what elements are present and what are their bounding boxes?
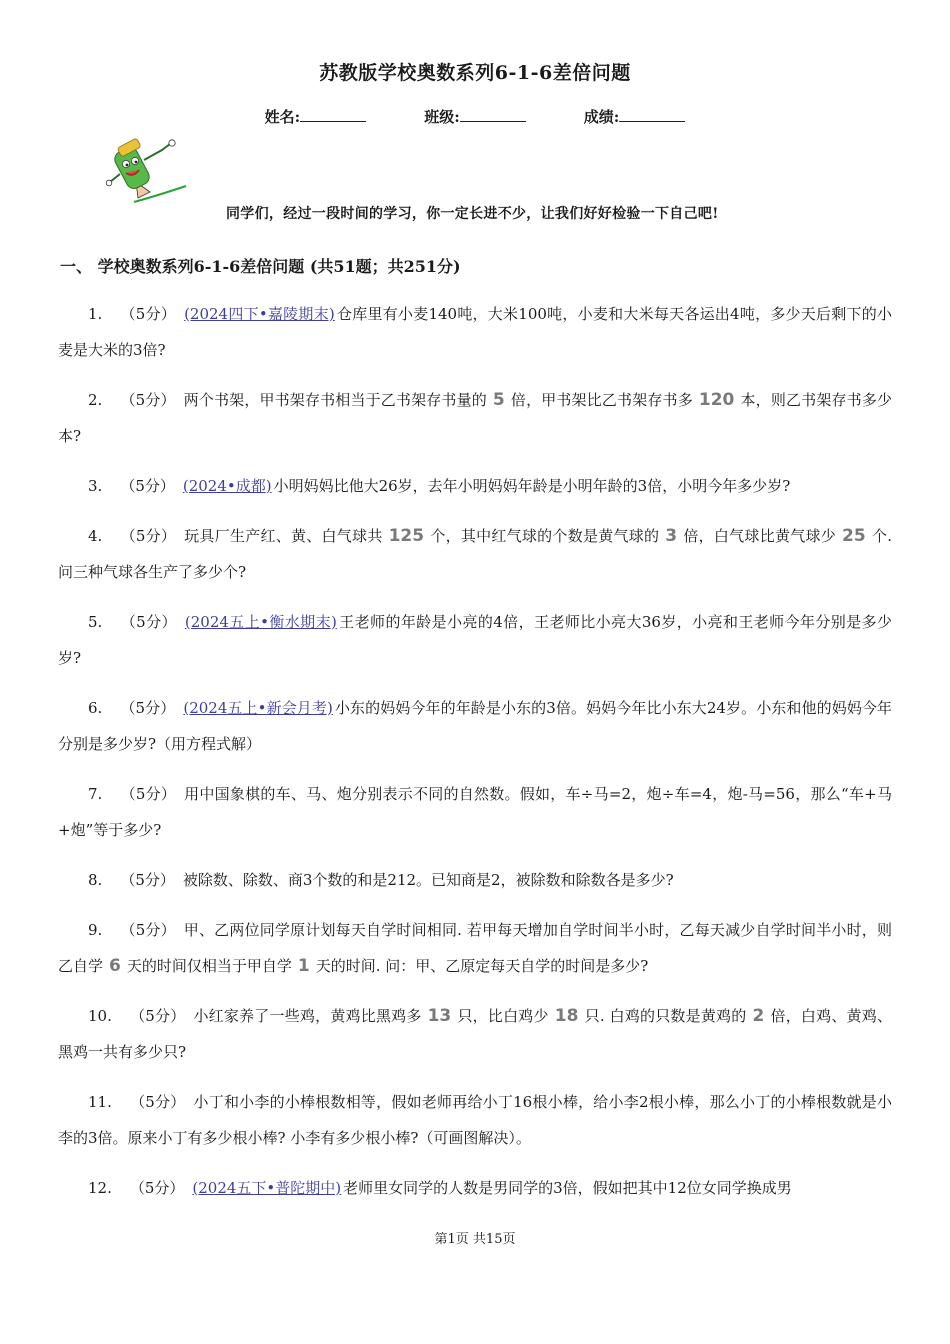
name-field[interactable]	[265, 106, 367, 127]
question-score: （5分）	[120, 613, 177, 631]
class-blank[interactable]	[460, 107, 526, 122]
question-number: 5.	[88, 613, 103, 631]
question-score: （5分）	[129, 1093, 186, 1111]
question-text: 天的时间. 问：甲、乙原定每天自学的时间是多少?	[315, 957, 649, 975]
question-score: （5分）	[120, 921, 176, 939]
question-source-link[interactable]: (2024五上•新会月考)	[183, 699, 333, 717]
class-label: 班级:	[424, 108, 460, 126]
class-field[interactable]	[424, 106, 526, 127]
score-field[interactable]	[584, 106, 686, 127]
question-item	[58, 468, 892, 504]
name-blank[interactable]	[300, 107, 366, 122]
question-score: （5分）	[120, 477, 175, 495]
question-item	[58, 296, 892, 368]
question-item	[58, 1084, 892, 1156]
question-source-link[interactable]: (2024四下•嘉陵期末)	[184, 305, 335, 323]
question-list	[58, 296, 892, 1220]
question-item	[58, 518, 892, 590]
question-item	[58, 382, 892, 454]
page-title: 苏教版学校奥数系列6-1-6差倍问题	[319, 62, 631, 84]
emphasized-number: 13	[427, 1006, 452, 1026]
emphasized-number: 18	[554, 1006, 579, 1026]
question-text: 本，则乙书架存书多少本?	[58, 391, 892, 445]
question-text: 倍，白气球比黄气球少	[683, 527, 837, 545]
emphasized-number: 120	[698, 390, 735, 410]
question-item	[58, 912, 892, 984]
question-source-link[interactable]: (2024•成都)	[182, 477, 272, 495]
emphasized-number: 125	[388, 526, 425, 546]
question-score: （5分）	[120, 699, 176, 717]
question-number: 9.	[88, 921, 103, 939]
question-item	[58, 690, 892, 762]
section-heading: 一、 学校奥数系列6-1-6差倍问题 (共51题；共251分)	[60, 257, 461, 276]
greeting-text: 同学们，经过一段时间的学习，你一定长进不少，让我们好好检验一下自己吧!	[226, 206, 719, 222]
question-text: 个，其中红气球的个数是黄气球的	[430, 527, 660, 545]
question-text: 倍，白鸡、黄鸡、黑鸡一共有多少只?	[58, 1007, 892, 1061]
question-text: 玩具厂生产红、黄、白气球共	[184, 527, 383, 545]
question-text: 用中国象棋的车、马、炮分别表示不同的自然数。假如，车÷马=2，炮÷车=4，炮-马=56，那么“车+马+炮”等于多少?	[58, 785, 892, 839]
question-text: 老师里女同学的人数是男同学的3倍，假如把其中12位女同学换成男	[343, 1179, 792, 1197]
question-number: 7.	[88, 785, 103, 803]
question-text: 甲、乙两位同学原计划每天自学时间相同. 若甲每天增加自学时间半小时，乙每天减少自学时间半小时，则乙自学	[58, 921, 892, 975]
question-text: 王老师的年龄是小亮的4倍，王老师比小亮大36岁，小亮和王老师今年分别是多少岁?	[58, 613, 892, 667]
question-number: 11.	[88, 1093, 112, 1111]
emphasized-number: 6	[109, 956, 121, 976]
question-item	[58, 776, 892, 848]
question-number: 6.	[88, 699, 103, 717]
question-text: 小东的妈妈今年的年龄是小东的3倍。妈妈今年比小东大24岁。小东和他的妈妈今年分别是多少岁?（用方程式解）	[58, 699, 893, 753]
question-number: 2.	[88, 391, 103, 409]
question-score: （5分）	[120, 785, 177, 803]
name-label: 姓名:	[264, 108, 301, 126]
question-text: 倍，甲书架比乙书架存书多	[510, 391, 693, 409]
emphasized-number: 3	[665, 526, 678, 546]
question-text: 小红家养了一些鸡，黄鸡比黑鸡多	[193, 1007, 422, 1025]
question-source-link[interactable]: (2024五下•普陀期中)	[192, 1179, 342, 1197]
question-number: 4.	[88, 527, 103, 545]
question-text: 小明妈妈比他大26岁，去年小明妈妈年龄是小明年龄的3倍，小明今年多少岁?	[273, 477, 791, 495]
student-info-line	[0, 106, 950, 127]
question-text: 只. 白鸡的只数是黄鸡的	[584, 1007, 747, 1025]
question-item	[58, 604, 892, 676]
question-text: 仓库里有小麦140吨，大米100吨，小麦和大米每天各运出4吨，多少天后剩下的小麦是大米的3倍?	[58, 305, 893, 359]
question-text: 小丁和小李的小棒根数相等，假如老师再给小丁16根小棒，给小李2根小棒，那么小丁的小棒根数就是小李的3倍。原来小丁有多少根小棒? 小李有多少根小棒?（可画图解决）。	[58, 1093, 892, 1147]
pencil-mascot-icon	[106, 138, 190, 204]
score-label: 成绩:	[583, 108, 620, 126]
question-score: （5分）	[120, 391, 176, 409]
question-score: （5分）	[120, 527, 177, 545]
question-text: 个. 问三种气球各生产了多少个?	[58, 527, 892, 581]
page-footer: 第1页 共15页	[434, 1232, 516, 1247]
question-text: 只，比白鸡少	[457, 1007, 549, 1025]
question-score: （5分）	[129, 1007, 186, 1025]
emphasized-number: 25	[842, 526, 866, 546]
question-number: 8.	[88, 871, 103, 889]
question-number: 1.	[88, 305, 103, 323]
question-score: （5分）	[120, 305, 177, 323]
question-text: 被除数、除数、商3个数的和是212。已知商是2，被除数和除数各是多少?	[182, 871, 674, 889]
emphasized-number: 5	[492, 390, 505, 410]
question-number: 3.	[88, 477, 103, 495]
emphasized-number: 2	[752, 1006, 765, 1026]
question-item	[58, 1170, 892, 1206]
question-source-link[interactable]: (2024五上•衡水期末)	[184, 613, 337, 631]
emphasized-number: 1	[297, 956, 310, 976]
question-score: （5分）	[129, 1179, 185, 1197]
question-number: 10.	[88, 1007, 112, 1025]
question-item	[58, 862, 892, 898]
question-text: 天的时间仅相当于甲自学	[126, 957, 292, 975]
question-item	[58, 998, 892, 1070]
question-score: （5分）	[120, 871, 175, 889]
question-number: 12.	[88, 1179, 112, 1197]
score-blank[interactable]	[619, 107, 685, 122]
question-text: 两个书架，甲书架存书相当于乙书架存书量的	[183, 391, 487, 409]
